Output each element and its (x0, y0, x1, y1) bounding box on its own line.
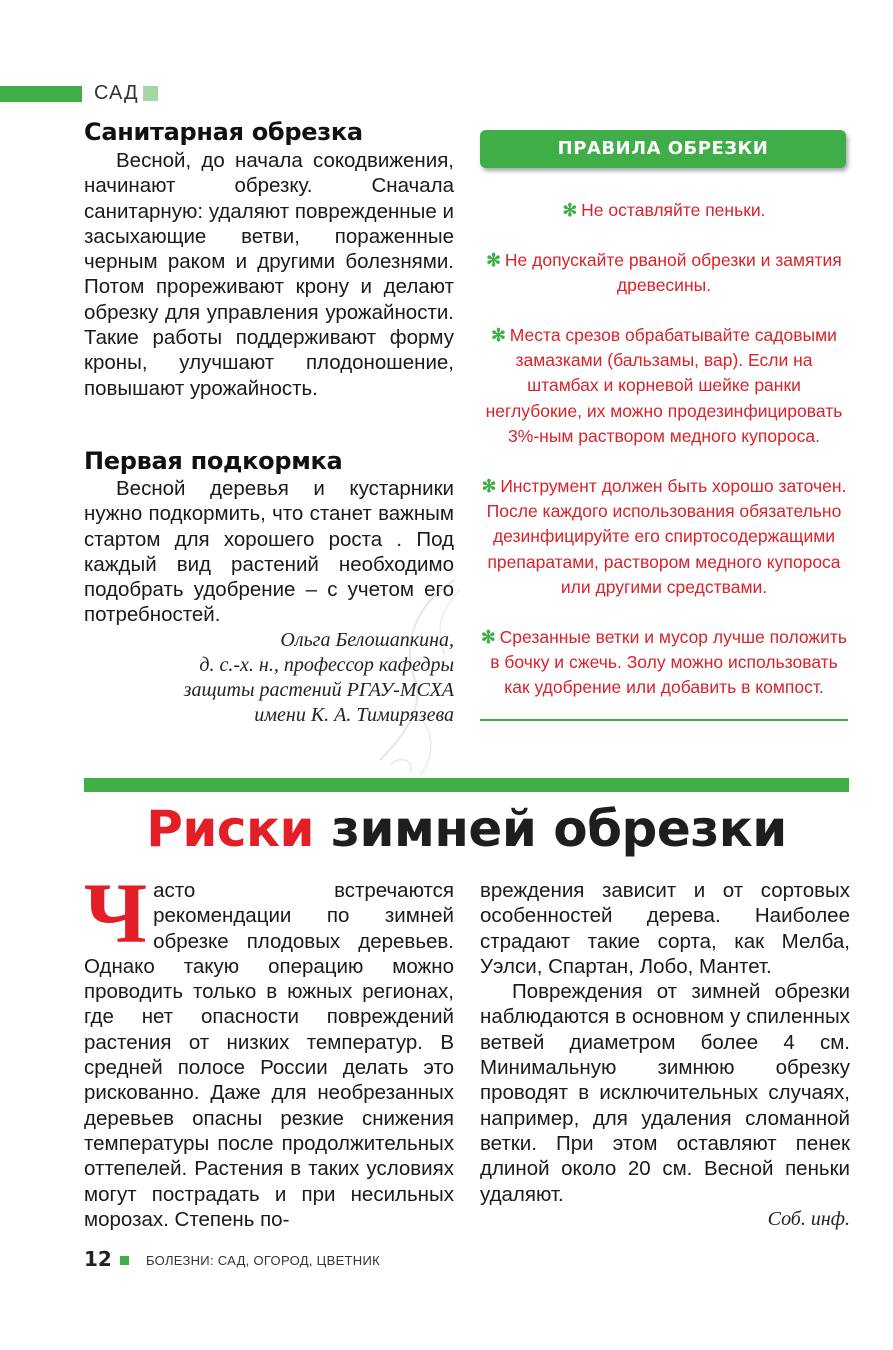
section-label: САД (94, 82, 139, 104)
rule-item (478, 323, 850, 449)
article-column-left (84, 865, 454, 1232)
page-number: 12 (84, 1247, 112, 1271)
article-title-black: зимней обрезки (314, 800, 787, 858)
article-title-red: Риски (146, 800, 315, 858)
rule-text: Не оставляйте пеньки. (581, 200, 766, 220)
author-title-line1: д. с.-х. н., профессор кафедры (199, 654, 454, 676)
rules-heading: ПРАВИЛА ОБРЕЗКИ (480, 130, 846, 168)
asterisk-icon: ✻ (562, 200, 578, 220)
feeding-text: Весной деревья и кустарники нужно подкормить, что станет важным стартом для хорошего роста . Под каждый вид растений необходимо подобрать удобрение – с учетом его потребностей. (84, 477, 454, 627)
feeding-heading: Первая подкормка (84, 447, 343, 475)
sanitary-text: Весной, до начала сокодвижения, начинают обрезку. Сначала санитарную: удаляют поврежденные и засыхающие ветви, пораженные черным раком и другими болезнями. Потом прореживают крону и делают обрезку для управления урожайности. Такие работы поддерживают форму кроны, улучшают плодоношение, повышают урожайность. (84, 149, 454, 400)
asterisk-icon: ✻ (481, 626, 496, 647)
rule-item (478, 198, 850, 223)
author-title-line3: имени К. А. Тимирязева (254, 704, 454, 726)
rule-item (478, 625, 850, 701)
rule-text: Не допускайте рваной обрезки и замятия древесины. (504, 249, 842, 296)
article-title (84, 798, 849, 860)
magazine-name: БОЛЕЗНИ: САД, ОГОРОД, ЦВЕТНИК (146, 1253, 380, 1268)
rule-text: Срезанные ветки и мусор лучше положить в бочку и сжечь. Золу можно использовать как удобрение или добавить в компост. (490, 626, 847, 698)
article-source: Соб. инф. (767, 1207, 850, 1230)
asterisk-icon: ✻ (486, 249, 501, 270)
author-name: Ольга Белошапкина, (280, 629, 454, 651)
article-column-right (480, 878, 850, 1232)
sanitary-heading: Санитарная обрезка (84, 118, 363, 146)
rule-item (478, 474, 850, 600)
section-color-bar (0, 86, 82, 102)
footer-square-icon (120, 1256, 129, 1265)
rules-divider (480, 719, 848, 721)
rule-item (478, 248, 850, 299)
article-paragraph-2: Повреждения от зимней обрезки наблюдаются в основном у спиленных ветвей диаметром более 4 см. Минимальную зимнюю обрезку проводят в исключительных случаях, например, для удаления сломанной ветки. При этом оставляют пенек длиной около 20 см. Весной пеньки удаляют. (480, 980, 850, 1206)
rule-text: Инструмент должен быть хорошо заточен. После каждого использования обязательно дезинфицируйте его спиртосодержащими препаратами, раствором медного купороса или другими средствами. (486, 475, 847, 598)
rule-text: Места срезов обрабатывайте садовыми замазками (бальзамы, вар). Если на штамбах и корневой шейке ранки неглубокие, их можно продезинфицировать 3%-ным раствором медного купороса. (485, 324, 843, 447)
article-paragraph-1 (84, 865, 454, 1232)
article-paragraph-1-continued: вреждения зависит и от сортовых особенностей дерева. Наиболее страдают такие сорта, как Мелба, Уэлси, Спартан, Лобо, Мантет. (480, 879, 850, 978)
section-square-icon (143, 86, 158, 101)
article-divider-bar (84, 778, 849, 792)
author-block (84, 628, 454, 728)
asterisk-icon: ✻ (491, 324, 506, 345)
rules-list (478, 198, 850, 725)
article-paragraph-1-text: асто встречаются рекомендации по зимней обрезке плодовых деревьев. Однако такую операцию можно проводить только в южных регионах, где нет опасности повреждений растения от низких температур. В средней полосе России делать это рискованно. Даже для необрезанных деревьев опасны резкие снижения температуры после продолжительных оттепелей. Растения в таких условиях могут пострадать и при несильных морозах. Степень по- (84, 879, 454, 1231)
asterisk-icon: ✻ (481, 475, 497, 496)
drop-cap: Ч (84, 865, 148, 961)
author-title-line2: защиты растений РГАУ-МСХА (183, 679, 454, 701)
